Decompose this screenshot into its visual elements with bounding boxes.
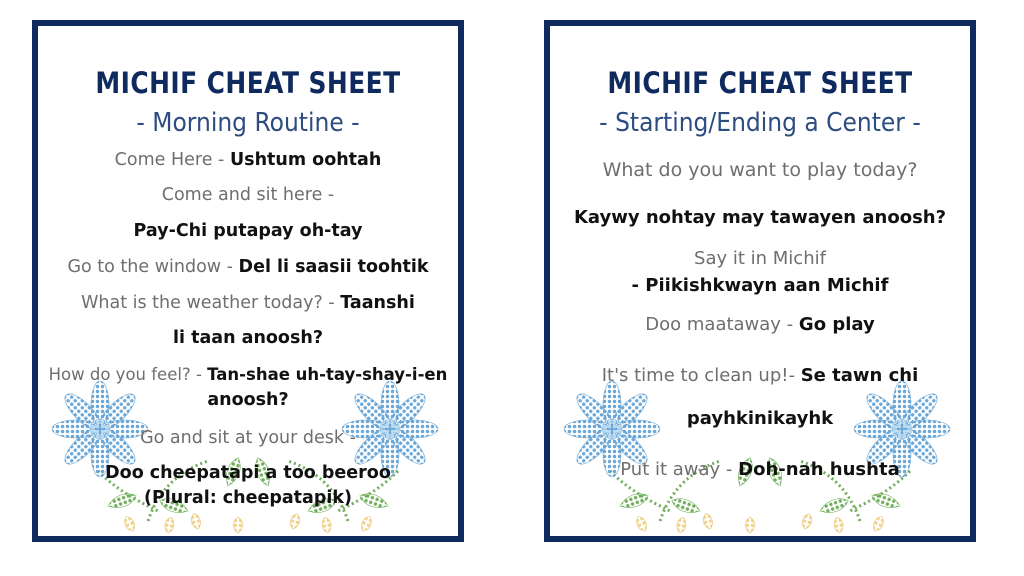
english-phrase: Say it in Michif [694, 248, 826, 269]
michif-phrase: Kaywy nohtay may tawayen anoosh? [573, 207, 947, 228]
michif-phrase: Se tawn chi [800, 365, 919, 386]
phrase-line [550, 314, 970, 335]
michif-phrase: Doh-nah hushta [738, 459, 900, 480]
phrase-line [38, 428, 458, 448]
phrase-line [38, 328, 458, 348]
phrase-line [38, 390, 458, 410]
phrase-line [38, 293, 458, 313]
michif-phrase: Doo cheepatapi a too beeroo [105, 463, 391, 483]
section-subtitle: - Morning Routine - [136, 108, 360, 138]
phrase-line [38, 488, 458, 508]
english-phrase: Come Here - [114, 150, 225, 170]
english-phrase: Go and sit at your desk - [140, 428, 356, 448]
phrase-line [38, 365, 458, 384]
english-phrase: Go to the window - [67, 257, 233, 277]
michif-phrase: Taanshi [340, 293, 415, 313]
english-phrase: Come and sit here - [161, 185, 335, 205]
english-phrase: What is the weather today? - [81, 293, 335, 313]
phrase-line [550, 207, 970, 228]
english-phrase: What do you want to play today? [602, 159, 918, 181]
phrase-line [38, 463, 458, 483]
michif-phrase: Pay-Chi putapay oh-tay [133, 221, 363, 241]
section-subtitle: - Starting/Ending a Center - [599, 108, 921, 138]
phrase-line [38, 221, 458, 241]
michif-phrase: Del li saasii toohtik [238, 257, 429, 277]
page-title: MICHIF CHEAT SHEET [607, 66, 913, 100]
michif-phrase: (Plural: cheepatapik) [143, 488, 353, 508]
page-title: MICHIF CHEAT SHEET [95, 66, 401, 100]
phrase-line [550, 365, 970, 386]
michif-phrase: - Piikishkwayn aan Michif [631, 275, 889, 296]
phrase-line [550, 408, 970, 429]
english-phrase: It's time to clean up!- [601, 365, 795, 386]
english-phrase: Put it away - [620, 459, 733, 480]
phrase-line [38, 185, 458, 205]
michif-phrase: payhkinikayhk [686, 408, 834, 429]
phrase-line [38, 150, 458, 170]
michif-phrase: Ushtum oohtah [229, 150, 382, 170]
english-phrase: How do you feel? - [48, 365, 202, 384]
phrase-line [550, 159, 970, 181]
cheat-sheet-center [544, 20, 976, 542]
michif-phrase: Tan-shae uh-tay-shay-i-en [207, 365, 448, 384]
phrase-line [38, 257, 458, 277]
english-phrase: Doo maataway - [645, 314, 794, 335]
michif-phrase: Go play [798, 314, 875, 335]
michif-phrase: li taan anoosh? [173, 328, 323, 348]
cheat-sheet-morning-routine [32, 20, 464, 542]
phrase-line [550, 275, 970, 296]
michif-phrase: anoosh? [207, 390, 289, 410]
phrase-line [550, 248, 970, 269]
phrase-line [550, 459, 970, 480]
